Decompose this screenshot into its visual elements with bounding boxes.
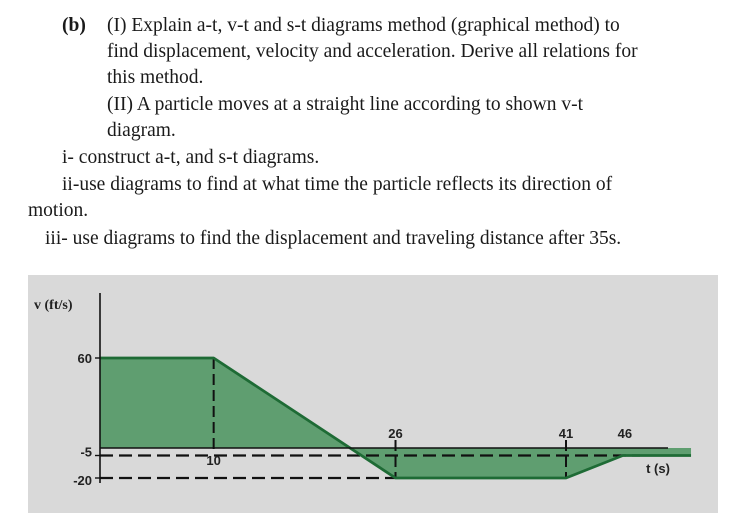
part-label: (b) [62, 15, 86, 36]
part1-line3: this method. [107, 67, 204, 88]
item-i: i- construct a-t, and s-t diagrams. [62, 147, 320, 168]
y-tick-label-60: 60 [77, 351, 92, 366]
x-tick-label-26: 26 [388, 426, 403, 441]
y-tick-label--5: -5 [80, 444, 92, 460]
item-iii: iii- use diagrams to find the displacement and traveling distance after 35s. [45, 228, 622, 249]
x-axis-label: t (s) [646, 461, 670, 476]
y-axis-label: v (ft/s) [34, 298, 73, 313]
part2-line2: diagram. [107, 120, 176, 141]
x-tick-label-10: 10 [206, 453, 221, 468]
x-tick-label-41: 41 [558, 426, 574, 441]
part2-line1: (II) A particle moves at a straight line according to shown v-t [107, 94, 583, 115]
item-ii-line2: motion. [28, 200, 89, 221]
item-ii-line1: ii-use diagrams to find at what time the particle reflects its direction of [62, 174, 613, 195]
part1-line2: find displacement, velocity and acceleration. Derive all relations for [107, 41, 638, 62]
vt-diagram [28, 275, 718, 513]
y-tick-label--20: -20 [73, 473, 92, 488]
x-tick-label-46: 46 [617, 426, 633, 441]
part1-line1: (I) Explain a-t, v-t and s-t diagrams method (graphical method) to [107, 15, 620, 36]
